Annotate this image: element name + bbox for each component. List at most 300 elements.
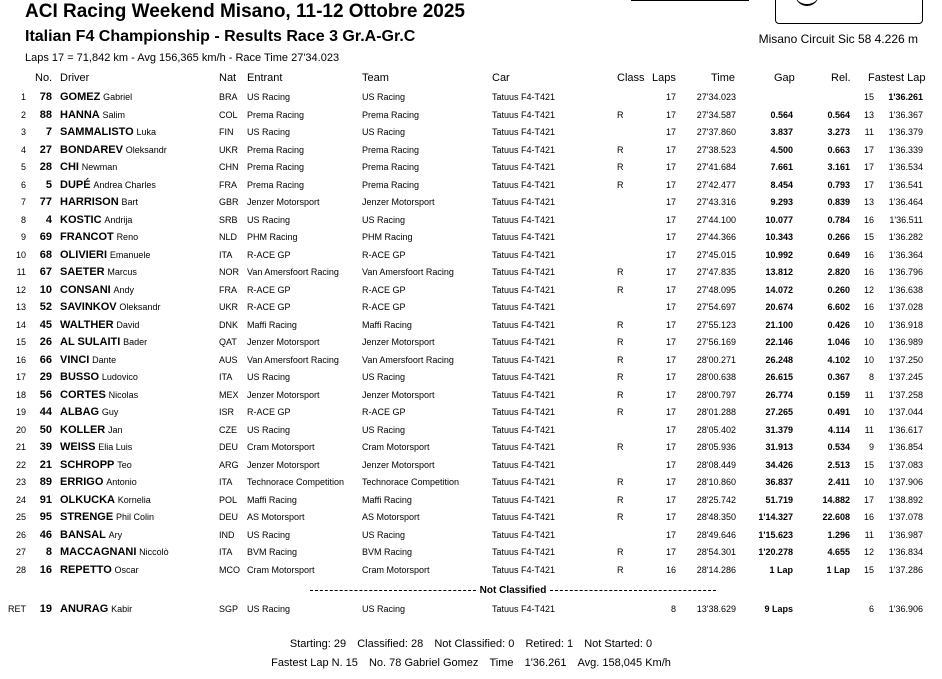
rel-cell: 0.159 [827, 389, 850, 400]
entrant-cell: Jenzer Motorsport [247, 337, 320, 347]
position-cell: 1 [20, 92, 26, 102]
car-cell: Tatuus F4-T421 [492, 197, 556, 207]
nationality-cell: ITA [219, 477, 233, 487]
driver-cell [60, 404, 118, 421]
laps-cell: 17 [665, 337, 676, 347]
car-cell: Tatuus F4-T421 [492, 372, 556, 382]
driver-cell [60, 142, 167, 159]
col-driver: Driver [60, 72, 90, 84]
laps-cell: 17 [665, 144, 676, 155]
fastest-lap-time-cell: 1'36.854 [888, 442, 923, 452]
fastest-lap-time-cell: 1'36.364 [888, 249, 923, 260]
time-cell: 28'00.271 [696, 354, 736, 365]
summary-retired: Retired: 1 [525, 638, 574, 650]
position-cell: 15 [15, 337, 26, 347]
fastest-lap-time-cell: 1'36.989 [888, 337, 923, 347]
driver-surname: CORTES [60, 388, 106, 401]
entrant-cell: Prema Racing [247, 162, 305, 172]
car-number-cell: 28 [39, 161, 52, 173]
driver-firstname: Ludovico [101, 372, 138, 382]
class-cell: R [617, 267, 624, 277]
car-cell: Tatuus F4-T421 [492, 214, 556, 225]
position-cell: 22 [15, 459, 26, 470]
car-number-cell: 45 [39, 318, 52, 331]
summary-starting: Starting: 29 [289, 638, 347, 650]
class-cell: R [617, 354, 624, 365]
summary-not-started: Not Started: 0 [584, 638, 653, 650]
nationality-cell: MCO [219, 564, 240, 575]
class-cell: R [617, 109, 624, 120]
driver-cell [60, 124, 156, 141]
driver-surname: BUSSO [60, 371, 100, 383]
table-row [0, 439, 942, 456]
gap-cell: 14.072 [765, 284, 793, 295]
laps-cell: 17 [665, 354, 676, 365]
position-cell: 17 [15, 372, 26, 382]
table-row [0, 107, 942, 124]
laps-cell: 17 [665, 477, 676, 487]
entrant-cell: US Racing [247, 214, 291, 225]
nationality-cell: BRA [219, 92, 238, 102]
car-number-cell: 8 [45, 546, 52, 558]
entrant-cell: PHM Racing [247, 232, 298, 242]
rel-cell: 4.102 [827, 354, 850, 365]
rel-cell: 1.046 [827, 337, 850, 347]
time-cell: 27'34.587 [696, 109, 736, 120]
driver-cell [60, 544, 169, 561]
position-cell: 14 [15, 319, 26, 330]
gap-cell: 21.100 [765, 319, 793, 330]
fastest-lap-number-cell: 11 [864, 424, 874, 435]
car-cell: Tatuus F4-T421 [492, 424, 556, 435]
driver-cell [60, 457, 132, 474]
fastest-lap-number-cell: 15 [863, 232, 874, 242]
rel-cell: 0.564 [827, 109, 850, 120]
position-cell: 13 [15, 302, 26, 312]
fastest-lap-time-cell: 1'37.258 [888, 389, 923, 400]
nationality-cell: UKR [219, 144, 239, 155]
car-cell: Tatuus F4-T421 [492, 127, 556, 137]
team-cell: R-ACE GP [362, 249, 406, 260]
team-cell: Prema Racing [362, 144, 420, 155]
car-number-cell: 10 [39, 283, 52, 296]
table-row [0, 247, 942, 264]
entrant-cell: R-ACE GP [247, 407, 291, 417]
entrant-cell: R-ACE GP [247, 249, 291, 260]
fastest-lap-number-cell: 10 [863, 477, 874, 487]
car-cell: Tatuus F4-T421 [492, 319, 556, 330]
nationality-cell: CZE [219, 424, 237, 435]
entrant-cell: US Racing [247, 372, 291, 382]
col-rel: Rel. [831, 72, 851, 84]
col-no: No. [35, 72, 53, 84]
driver-firstname: Salim [102, 109, 126, 120]
driver-firstname: Andy [113, 284, 135, 295]
table-row [0, 369, 942, 386]
car-cell: Tatuus F4-T421 [492, 442, 556, 452]
entrant-cell: US Racing [247, 529, 291, 540]
class-cell: R [617, 337, 624, 347]
entrant-cell: R-ACE GP [247, 302, 291, 312]
car-number-cell: 46 [39, 528, 52, 541]
fastest-lap-number-cell: 16 [863, 302, 874, 312]
rel-cell: 1 Lap [826, 564, 850, 575]
car-number-cell: 44 [39, 406, 52, 418]
gap-cell: 3.837 [770, 127, 793, 137]
rel-cell: 1.296 [827, 529, 850, 540]
col-class: Class [617, 72, 645, 84]
rel-cell: 0.649 [827, 249, 850, 260]
fastest-lap-time: 1'36.261 [524, 657, 567, 669]
class-cell: R [617, 512, 624, 522]
fastest-lap-number-cell: 16 [863, 249, 874, 260]
gap-cell: 26.615 [765, 372, 793, 382]
nationality-cell: DEU [219, 512, 239, 522]
position-cell: 18 [15, 389, 26, 400]
fastest-lap-time-cell: 1'36.638 [888, 284, 923, 295]
position-cell: 26 [15, 529, 26, 540]
time-cell: 28'54.301 [696, 547, 736, 557]
nationality-cell: MEX [219, 389, 239, 400]
table-row [0, 422, 942, 439]
position-cell: 20 [15, 424, 26, 435]
fastest-lap-number-cell: 10 [863, 407, 874, 417]
nationality-cell: ITA [219, 249, 233, 260]
team-cell: R-ACE GP [362, 284, 406, 295]
nationality-cell: FRA [219, 284, 237, 295]
fastest-lap-number-cell: 10 [863, 337, 874, 347]
gap-cell: 4.500 [770, 144, 793, 155]
car-cell: Tatuus F4-T421 [492, 284, 556, 295]
time-cell: 27'55.123 [696, 319, 736, 330]
car-number-cell: 29 [39, 371, 52, 383]
laps-cell: 17 [665, 267, 676, 277]
laps-cell: 17 [665, 197, 676, 207]
car-number-cell: 52 [39, 301, 52, 313]
rel-cell: 4.655 [827, 547, 850, 557]
team-cell: Maffi Racing [362, 319, 412, 330]
team-cell: Prema Racing [362, 179, 420, 190]
rel-cell: 0.491 [827, 407, 850, 417]
gap-cell: 51.719 [765, 494, 793, 505]
driver-firstname: Jan [108, 424, 123, 435]
class-cell: R [617, 389, 624, 400]
laps-cell: 17 [665, 249, 676, 260]
team-cell: Cram Motorsport [362, 564, 430, 575]
driver-surname: FRANCOT [60, 231, 114, 243]
nationality-cell: IND [219, 529, 235, 540]
driver-firstname: Andrea Charles [93, 179, 156, 190]
class-cell: R [617, 144, 624, 155]
rel-cell: 2.411 [827, 477, 850, 487]
table-row [0, 562, 942, 579]
driver-firstname: Reno [116, 232, 139, 242]
nationality-cell: ISR [219, 407, 235, 417]
laps-cell: 17 [665, 389, 676, 400]
position-cell: 10 [15, 249, 26, 260]
fastest-lap-time-cell: 1'37.245 [888, 372, 923, 382]
time-cell: 27'44.366 [696, 232, 736, 242]
nationality-cell: SGP [219, 604, 239, 614]
driver-firstname: David [116, 319, 140, 330]
laps-cell: 17 [665, 529, 676, 540]
time-cell: 28'14.286 [696, 564, 736, 575]
table-row [0, 159, 942, 176]
laps-cell: 17 [665, 407, 676, 417]
driver-firstname: Dante [92, 354, 117, 365]
col-car: Car [492, 72, 510, 84]
gap-cell: 31.379 [765, 424, 793, 435]
team-cell: US Racing [362, 604, 406, 614]
laps-cell: 17 [665, 127, 676, 137]
class-cell: R [617, 442, 624, 452]
car-cell: Tatuus F4-T421 [492, 407, 556, 417]
page-title: ACI Racing Weekend Misano, 11-12 Ottobre 2025 [25, 1, 465, 22]
driver-surname: ERRIGO [60, 476, 104, 488]
laps-cell: 17 [665, 512, 676, 522]
fastest-lap-time-cell: 1'36.834 [888, 547, 923, 557]
position-cell: 16 [15, 354, 26, 365]
entrant-cell: Maffi Racing [247, 319, 297, 330]
driver-surname: DUPÉ [60, 178, 91, 191]
time-cell: 27'47.835 [696, 267, 736, 277]
entrant-cell: Maffi Racing [247, 494, 297, 505]
driver-surname: HANNA [60, 108, 100, 121]
team-cell: Jenzer Motorsport [362, 389, 435, 400]
nationality-cell: CHN [219, 162, 239, 172]
driver-cell [60, 159, 117, 176]
fastest-lap-number-cell: 17 [863, 494, 874, 505]
nationality-cell: FRA [219, 179, 237, 190]
table-row [0, 282, 942, 299]
driver-surname: HARRISON [60, 196, 119, 208]
car-number-cell: 50 [39, 423, 52, 436]
position-cell: 3 [20, 127, 26, 137]
table-row [0, 194, 942, 211]
gap-cell: 10.077 [765, 214, 793, 225]
gap-cell: 26.774 [765, 389, 793, 400]
entrant-cell: US Racing [247, 424, 291, 435]
table-row [0, 352, 942, 369]
rel-cell: 6.602 [827, 302, 850, 312]
fastest-lap-number-cell: 17 [863, 162, 874, 172]
team-cell: Van Amersfoort Racing [362, 267, 454, 277]
table-row [0, 212, 942, 229]
gap-cell: 9 Laps [764, 604, 793, 614]
gap-cell: 27.265 [765, 407, 793, 417]
driver-cell [60, 527, 122, 544]
time-cell: 28'08.449 [696, 459, 736, 470]
team-cell: Jenzer Motorsport [362, 197, 435, 207]
page-subtitle: Italian F4 Championship - Results Race 3 Gr.A-Gr.C [25, 28, 416, 45]
driver-surname: GOMEZ [60, 91, 101, 103]
rel-cell: 0.426 [827, 319, 850, 330]
driver-firstname: Oleksandr [125, 144, 167, 155]
entrant-cell: BVM Racing [247, 547, 298, 557]
team-cell: US Racing [362, 372, 406, 382]
laps-cell: 8 [670, 604, 676, 614]
car-number-cell: 95 [39, 511, 52, 523]
car-number-cell: 67 [39, 266, 52, 278]
driver-cell [60, 387, 138, 404]
driver-firstname: Andrija [104, 214, 133, 225]
driver-surname: MACCAGNANI [60, 546, 137, 558]
driver-firstname: Phil Colin [115, 512, 154, 522]
time-cell: 27'38.523 [696, 144, 736, 155]
fastest-lap-time-cell: 1'37.028 [888, 302, 923, 312]
driver-cell [60, 352, 116, 369]
rel-cell: 0.367 [827, 372, 850, 382]
team-cell: US Racing [362, 127, 406, 137]
rel-cell: 2.513 [827, 459, 850, 470]
rel-cell: 14.882 [822, 494, 850, 505]
car-number-cell: 19 [39, 603, 52, 615]
entrant-cell: Jenzer Motorsport [247, 197, 320, 207]
driver-cell [60, 317, 139, 334]
class-cell: R [617, 564, 624, 575]
laps-cell: 17 [665, 494, 676, 505]
position-cell: 2 [20, 109, 26, 120]
table-row [0, 387, 942, 404]
laps-cell: 17 [665, 319, 676, 330]
time-cell: 28'25.742 [696, 494, 736, 505]
time-cell: 28'01.288 [696, 407, 736, 417]
car-cell: Tatuus F4-T421 [492, 179, 556, 190]
class-cell: R [617, 547, 624, 557]
position-cell: 7 [20, 197, 26, 207]
driver-surname: ALBAG [60, 406, 100, 418]
position-cell: 27 [15, 547, 26, 557]
col-team: Team [362, 72, 389, 84]
driver-firstname: Kabir [111, 604, 133, 614]
driver-firstname: Niccolò [139, 547, 169, 557]
car-cell: Tatuus F4-T421 [492, 249, 556, 260]
driver-surname: CONSANI [60, 283, 111, 296]
team-cell: R-ACE GP [362, 407, 406, 417]
rel-cell: 0.266 [827, 232, 850, 242]
position-cell: 11 [16, 267, 26, 277]
position-cell: 5 [20, 162, 26, 172]
driver-cell [60, 509, 154, 526]
driver-firstname: Elia Luis [98, 442, 133, 452]
fastest-lap-number-cell: 15 [863, 564, 874, 575]
driver-surname: STRENGE [60, 511, 114, 523]
fastest-lap-number-cell: 13 [863, 109, 874, 120]
nationality-cell: UKR [219, 302, 239, 312]
entrant-cell: Jenzer Motorsport [247, 459, 320, 470]
fastest-lap-time-cell: 1'37.078 [888, 512, 923, 522]
team-cell: BVM Racing [362, 547, 413, 557]
entrant-cell: Prema Racing [247, 179, 305, 190]
gap-cell: 13.812 [765, 267, 793, 277]
driver-firstname: Emanuele [109, 249, 151, 260]
time-cell: 27'48.095 [696, 284, 736, 295]
entrant-cell: US Racing [247, 127, 291, 137]
rel-cell: 0.663 [827, 144, 850, 155]
fastest-lap-time-cell: 1'36.379 [888, 127, 923, 137]
laps-cell: 17 [665, 92, 676, 102]
driver-surname: KOSTIC [60, 213, 102, 226]
time-cell: 27'42.477 [696, 179, 736, 190]
top-divider [631, 0, 749, 1]
team-cell: Cram Motorsport [362, 442, 430, 452]
time-cell: 28'05.936 [696, 442, 736, 452]
car-cell: Tatuus F4-T421 [492, 477, 556, 487]
fastest-lap-number-cell: 8 [868, 372, 874, 382]
rel-cell: 2.820 [827, 267, 850, 277]
not-classified-label: Not Classified [479, 585, 547, 596]
driver-cell [60, 264, 137, 281]
laps-cell: 17 [665, 372, 676, 382]
fastest-lap-time-cell: 1'36.987 [888, 529, 923, 540]
nationality-cell: QAT [219, 337, 237, 347]
car-number-cell: 56 [39, 388, 52, 401]
fastest-lap-number-cell: 6 [868, 604, 874, 614]
time-cell: 28'48.350 [696, 512, 736, 522]
team-cell: US Racing [362, 529, 406, 540]
time-cell: 28'10.860 [696, 477, 736, 487]
class-cell: R [617, 162, 624, 172]
fastest-lap-number-cell: 16 [863, 512, 874, 522]
entrant-cell: Van Amersfoort Racing [247, 267, 339, 277]
not-classified-separator [273, 585, 753, 596]
driver-firstname: Ary [108, 529, 123, 540]
time-cell: 27'44.100 [696, 214, 736, 225]
fastest-lap-time-cell: 1'38.892 [888, 494, 923, 505]
nationality-cell: DEU [219, 442, 239, 452]
time-cell: 27'43.316 [696, 197, 736, 207]
driver-cell [60, 194, 138, 211]
car-cell: Tatuus F4-T421 [492, 144, 556, 155]
summary-line [0, 638, 942, 650]
table-row [0, 404, 942, 421]
team-cell: Prema Racing [362, 109, 420, 120]
car-number-cell: 69 [39, 231, 52, 243]
team-cell: Technorace Competition [362, 477, 460, 487]
fastest-lap-number-cell: 10 [863, 319, 874, 330]
driver-firstname: Bader [123, 337, 148, 347]
position-cell: 4 [20, 144, 26, 155]
driver-cell [60, 107, 125, 124]
position-cell: 12 [15, 284, 26, 295]
team-cell: Jenzer Motorsport [362, 459, 435, 470]
driver-surname: KOLLER [60, 423, 106, 436]
fastest-lap-time-cell: 1'36.796 [888, 267, 923, 277]
entrant-cell: R-ACE GP [247, 284, 291, 295]
gap-cell: 34.426 [765, 459, 793, 470]
car-cell: Tatuus F4-T421 [492, 494, 556, 505]
fastest-lap-number-cell: 9 [868, 442, 874, 452]
fastest-lap-number-cell: 17 [863, 144, 874, 155]
table-row [0, 317, 942, 334]
nationality-cell: SRB [219, 214, 238, 225]
gap-cell: 1 Lap [769, 564, 793, 575]
laps-cell: 17 [665, 109, 676, 120]
team-cell: Prema Racing [362, 162, 420, 172]
car-cell: Tatuus F4-T421 [492, 354, 556, 365]
fastest-lap-time-cell: 1'37.083 [888, 459, 923, 470]
gap-cell: 7.661 [770, 162, 793, 172]
gap-cell: 22.146 [765, 337, 793, 347]
gap-cell: 1'20.278 [758, 547, 793, 557]
driver-cell [60, 177, 156, 194]
gap-cell: 1'14.327 [758, 512, 793, 522]
driver-surname: ANURAG [60, 603, 109, 615]
driver-surname: AL SULAITI [60, 336, 121, 348]
driver-cell [60, 369, 138, 386]
time-cell: 27'37.860 [696, 127, 736, 137]
nationality-cell: NLD [219, 232, 238, 242]
